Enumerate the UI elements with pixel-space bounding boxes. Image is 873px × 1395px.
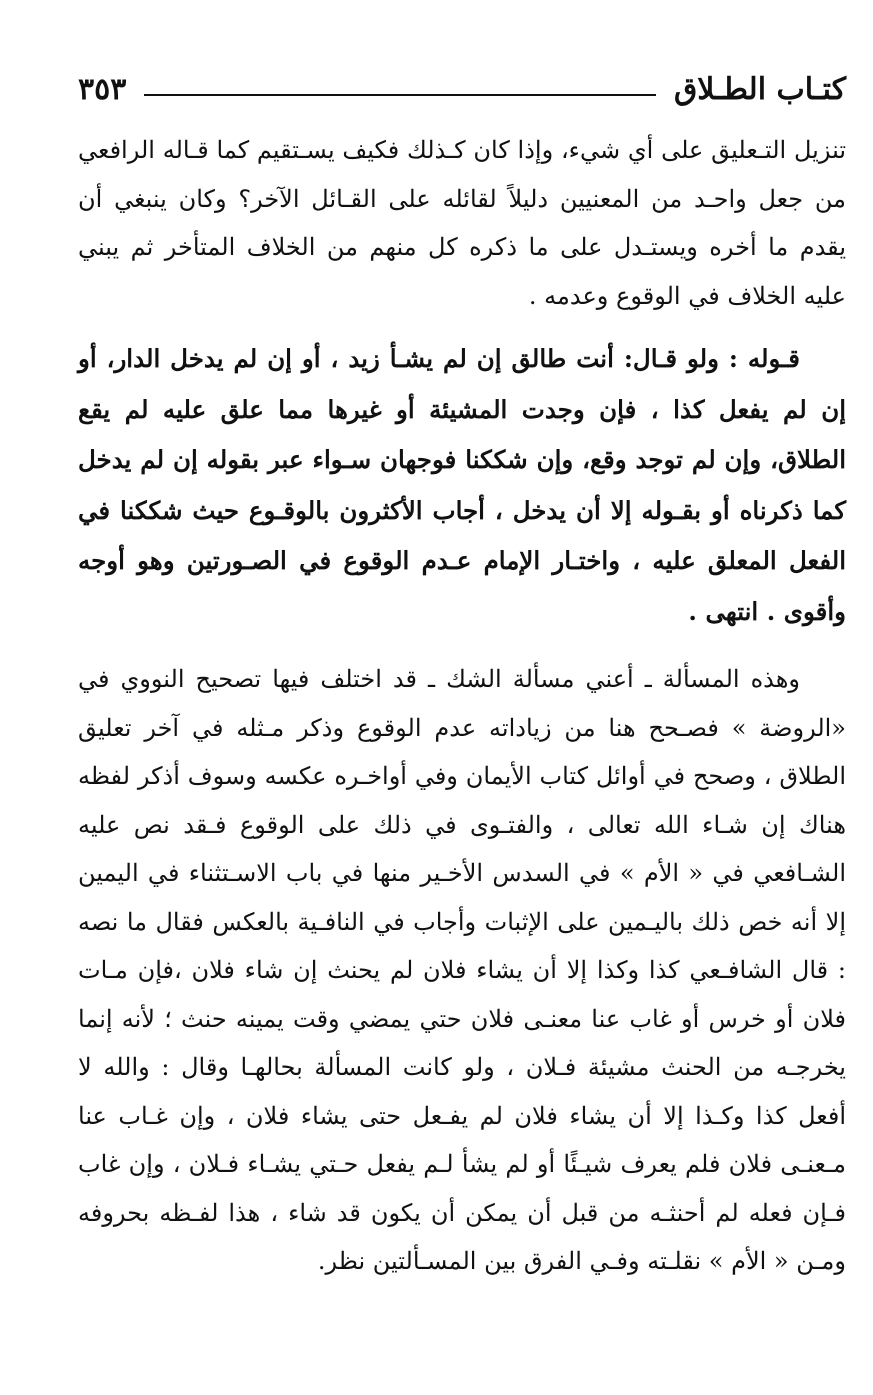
page-header xyxy=(78,62,846,116)
header-rule xyxy=(144,94,656,96)
paragraph-quoted-text: قـوله : ولو قـال: أنت طالق إن لم يشـأ زيد ، أو إن لم يدخل الدار، أو إن لم يفعل كذا ، فإن وجدت المشيئة أو غيرها مما علق عليه لم يقع الطلاق، وإن لم توجد وقع، وإن شككنا فوجهان سـواء عبر بقوله إن لم يدخل كما ذكرناه أو بقـوله إلا أن يدخل ، أجاب الأكثرون بالوقـوع حيث شككنا في الفعل المعلق عليه ، واختـار الإمام عـدم الوقوع في الصـورتين وهو أوجه وأقوى . انتهى . xyxy=(78,344,846,626)
paragraph-commentary: وهذه المسألة ـ أعني مسألة الشك ـ قد اختلف فيها تصحيح النووي في «الروضة » فصـحح هنا من زياداته عدم الوقوع وذكر مـثله في آخر تعليق الطلاق ، وصحح في أوائل كتاب الأيمان وفي أواخـره عكسه وسوف أذكر لفظه هناك إن شـاء الله تعالى ، والفتـوى في ذلك على الوقوع فـقد نص عليه الشـافعي في « الأم » في السدس الأخـير منها في باب الاسـتثناء في اليمين إلا أنه خص ذلك باليـمين على الإثبات وأجاب في النافـية بالعكس فقال ما نصه : قال الشافـعي كذا وكذا إلا أن يشاء فلان لم يحنث إن شاء فلان ،فإن مـات فلان أو خرس أو غاب عنا معنـى فلان حتي يمضي وقت يمينه حنث ؛ لأنه إنما يخرجـه من الحنث مشيئة فـلان ، ولو كانت المسألة بحالهـا وقال : والله لا أفعل كذا وكـذا إلا أن يشاء فلان لم يفـعل حتى يشاء فلان ، وإن غـاب عنا مـعنـى فلان فلم يعرف شيـئًا أو لم يشأ لـم يفعل حـتي يشـاء فـلان ، وإن غاب فـإن فعله لم أحنثـه من قبل أن يمكن أن يكون قد شاء ، هذا لفـظه بحروفه ومـن « الأم » نقلـته وفـي الفرق بين المسـألتين نظر. xyxy=(78,665,847,1275)
page-number: ٣٥٣ xyxy=(78,71,127,107)
book-page xyxy=(78,62,846,1286)
paragraph-continuation: تنزيل التـعليق على أي شيء، وإذا كان كـذلك فكيف يسـتقيم كما قـاله الرافعي من جعل واحـد من المعنيين دليلاً لقائله على القـائل الآخر؟ وكان ينبغي أن يقدم ما أخره ويستـدل على ما ذكره كل منهم من الخلاف المتأخر ثم يبني عليه الخلاف في الوقوع وعدمه . xyxy=(78,136,846,310)
running-title: كتـاب الطـلاق xyxy=(673,71,846,107)
